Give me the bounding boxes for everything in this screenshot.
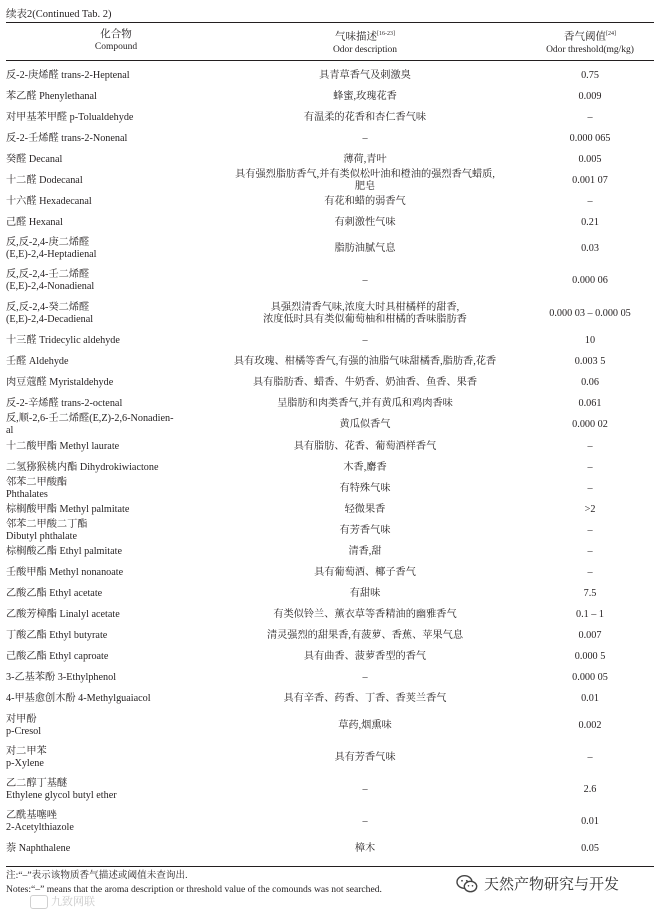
compound-cell xyxy=(6,651,234,663)
header-threshold-cn: 香气阈值 xyxy=(564,31,606,43)
table-row xyxy=(0,499,658,520)
table-row xyxy=(0,330,658,351)
compound-cell xyxy=(6,693,234,705)
compound-line: 乙酰基噻唑 xyxy=(6,810,57,821)
header-odor xyxy=(232,28,498,57)
compound-line: 肉豆蔻醛 Myristaldehyde xyxy=(6,376,114,388)
threshold-cell: – xyxy=(587,566,593,578)
odor-cell xyxy=(232,784,498,796)
bottom-rule xyxy=(6,866,654,867)
watermark-left-text: 九致网联 xyxy=(51,895,95,908)
compound-cell xyxy=(6,546,234,558)
table-row xyxy=(0,233,658,265)
odor-line: 轻微果香 xyxy=(344,503,386,515)
threshold-cell: 0.1 – 1 xyxy=(575,608,604,620)
compound-cell xyxy=(6,746,234,770)
table-row xyxy=(0,541,658,562)
compound-line: p-Xylene xyxy=(6,758,44,769)
odor-line: 浓度低时具有类似葡萄柚和柑橘的香味脂肪香 xyxy=(263,313,467,325)
odor-cell xyxy=(232,693,498,705)
compound-line: 十三醛 Tridecylic aldehyde xyxy=(6,334,120,346)
compound-line: (E,E)-2,4-Decadienal xyxy=(6,313,94,325)
compound-cell xyxy=(6,356,234,368)
table-row xyxy=(0,191,658,212)
odor-cell xyxy=(232,588,498,600)
threshold-cell: 0.000 03 – 0.000 05 xyxy=(549,307,631,319)
odor-line: 樟木 xyxy=(354,843,376,854)
odor-cell xyxy=(232,169,498,193)
odor-line: 有甜味 xyxy=(349,587,381,599)
compound-cell xyxy=(6,154,234,166)
odor-cell xyxy=(232,419,498,431)
header-compound xyxy=(6,28,226,54)
odor-line: 有花和蜡的弱香气 xyxy=(324,195,406,207)
odor-line: 有刺激性气味 xyxy=(334,216,396,228)
compound-line: 丁酸乙酯 Ethyl butyrate xyxy=(6,629,108,641)
compound-cell xyxy=(6,217,234,229)
threshold-cell: 0.000 06 xyxy=(572,275,608,286)
compound-line: 十二醛 Dodecanal xyxy=(6,174,83,186)
compound-cell xyxy=(6,133,234,145)
table-row xyxy=(0,457,658,478)
odor-cell xyxy=(232,546,498,558)
odor-cell xyxy=(232,112,498,124)
compound-line: 萘 Naphthalene xyxy=(6,843,71,854)
compound-line: p-Cresol xyxy=(6,726,42,737)
compound-cell xyxy=(6,91,234,103)
compound-cell xyxy=(6,302,234,326)
compound-line: 乙酸芳樟酯 Linalyl acetate xyxy=(6,608,120,620)
table-row xyxy=(0,212,658,233)
threshold-cell: 0.002 xyxy=(578,720,602,731)
compound-line: 反,反-2,4-壬二烯醛 xyxy=(6,269,90,280)
header-odor-cn: 气味描述 xyxy=(335,31,377,43)
compound-line: 反-2-庚烯醛 trans-2-Heptenal xyxy=(6,69,130,81)
table-row xyxy=(0,128,658,149)
threshold-cell: 10 xyxy=(584,334,596,346)
compound-cell xyxy=(6,377,234,389)
odor-cell xyxy=(232,504,498,516)
threshold-cell: – xyxy=(587,111,593,123)
odor-cell xyxy=(232,843,498,855)
odor-line: 具有辛香、药香、丁香、香荚兰香气 xyxy=(283,693,447,704)
compound-cell xyxy=(6,462,234,474)
odor-cell xyxy=(232,630,498,642)
table-row xyxy=(0,562,658,583)
odor-cell xyxy=(232,217,498,229)
odor-cell xyxy=(232,672,498,684)
odor-line: 有类似铃兰、薰衣草等香精油的幽雅香气 xyxy=(273,608,457,620)
watermark-left xyxy=(30,893,95,909)
table-row xyxy=(0,414,658,436)
compound-line: 己醛 Hexanal xyxy=(6,216,63,228)
odor-line: – xyxy=(362,334,368,346)
compound-cell xyxy=(6,714,234,738)
compound-cell xyxy=(6,335,234,347)
compound-line: (E,E)-2,4-Nonadienal xyxy=(6,281,95,292)
threshold-cell: – xyxy=(587,752,593,763)
compound-line: 乙二醇丁基醚 xyxy=(6,778,68,789)
odor-cell xyxy=(232,154,498,166)
odor-cell xyxy=(232,377,498,389)
compound-line: 反,反-2,4-庚二烯醛 xyxy=(6,237,90,248)
odor-line: 具强烈清香气味,浓度大时具柑橘样的甜香, xyxy=(270,301,460,313)
odor-line: 呈脂肪和肉类香气,并有黄瓜和鸡肉香味 xyxy=(277,397,453,409)
odor-cell xyxy=(232,196,498,208)
odor-line: 具有曲香、菠萝香型的香气 xyxy=(303,650,427,662)
table-row xyxy=(0,478,658,499)
compound-line: 二氢猕猴桃内酯 Dihydrokiwiactone xyxy=(6,461,159,473)
odor-cell xyxy=(232,70,498,82)
threshold-cell: 0.000 065 xyxy=(569,132,611,144)
odor-cell xyxy=(232,133,498,145)
threshold-cell: 0.75 xyxy=(581,69,599,81)
threshold-cell: >2 xyxy=(584,503,596,515)
odor-line: 具有玫瑰、柑橘等香气,有强的油脂气味甜橘香,脂肪香,花香 xyxy=(233,355,497,367)
odor-line: 清灵强烈的甜果香,有菠萝、香蕉、苹果气息 xyxy=(266,629,464,641)
compound-cell xyxy=(6,70,234,82)
table-row xyxy=(0,710,658,742)
threshold-cell: 0.000 05 xyxy=(572,671,608,683)
odor-cell xyxy=(232,398,498,410)
header-threshold-en: Odor threshold(mg/kg) xyxy=(546,44,634,55)
compound-cell xyxy=(6,672,234,684)
odor-line: 具有葡萄酒、椰子香气 xyxy=(314,566,416,578)
top-rule xyxy=(6,22,654,23)
odor-line: 具有芳香气味 xyxy=(334,752,396,763)
odor-line: 薄荷,青叶 xyxy=(343,153,387,165)
threshold-cell: 0.007 xyxy=(578,629,602,641)
compound-line: 反,顺-2,6-壬二烯醛(E,Z)-2,6-Nonadien- xyxy=(6,413,174,424)
compound-line: Ethylene glycol butyl ether xyxy=(6,790,117,801)
threshold-cell: 0.005 xyxy=(578,153,602,165)
threshold-cell: 0.000 02 xyxy=(572,419,608,430)
odor-line: 具有脂肪香、蜡香、牛奶香、奶油香、鱼香、果香 xyxy=(252,376,478,388)
odor-cell xyxy=(232,275,498,287)
header-odor-en: Odor description xyxy=(332,44,398,55)
odor-cell xyxy=(232,720,498,732)
table-row xyxy=(0,86,658,107)
odor-cell xyxy=(232,243,498,255)
table-row xyxy=(0,520,658,541)
watermark-right-text: 天然产物研究与开发 xyxy=(484,875,620,893)
compound-line: 邻苯二甲酸二丁酯 xyxy=(6,518,88,530)
odor-cell xyxy=(232,441,498,453)
threshold-cell: 7.5 xyxy=(583,587,597,599)
compound-cell xyxy=(6,398,234,410)
table-row xyxy=(0,625,658,646)
table-row xyxy=(0,806,658,838)
odor-cell xyxy=(232,567,498,579)
table-row xyxy=(0,838,658,860)
compound-cell xyxy=(6,588,234,600)
threshold-cell: 0.03 xyxy=(581,243,599,254)
odor-line: 脂肪油腻气息 xyxy=(334,243,396,254)
table-row xyxy=(0,393,658,414)
table-row xyxy=(0,297,658,330)
compound-cell xyxy=(6,519,234,543)
compound-line: 壬酸甲酯 Methyl nonanoate xyxy=(6,566,124,578)
table-row xyxy=(0,604,658,625)
threshold-cell: 2.6 xyxy=(583,784,597,795)
compound-line: 癸醛 Decanal xyxy=(6,153,63,165)
compound-line: 对二甲苯 xyxy=(6,746,47,757)
compound-line: Dibutyl phthalate xyxy=(6,530,78,542)
compound-line: 2-Acetylthiazole xyxy=(6,822,74,833)
threshold-cell: 0.05 xyxy=(581,843,599,854)
compound-cell xyxy=(6,196,234,208)
compound-cell xyxy=(6,630,234,642)
table-row xyxy=(0,372,658,393)
compound-line: 十六醛 Hexadecanal xyxy=(6,195,92,207)
odor-line: 草药,烟熏味 xyxy=(338,720,392,731)
table-caption: 续表2(Continued Tab. 2) xyxy=(6,9,112,20)
note-cn: 注:“–”表示该物质香气描述或阈值未查询出. xyxy=(6,870,188,881)
odor-cell xyxy=(232,335,498,347)
watermark-right xyxy=(456,873,619,894)
compound-cell xyxy=(6,477,234,501)
table-row xyxy=(0,265,658,297)
compound-cell xyxy=(6,237,234,261)
compound-line: (E,E)-2,4-Heptadienal xyxy=(6,249,97,260)
table-row xyxy=(0,583,658,604)
odor-cell xyxy=(232,462,498,474)
compound-line: 邻苯二甲酸酯 xyxy=(6,476,68,488)
header-compound-cn: 化合物 xyxy=(100,29,132,40)
compound-line: 对甲基苯甲醛 p-Tolualdehyde xyxy=(6,111,134,123)
table-row xyxy=(0,646,658,667)
threshold-cell: 0.21 xyxy=(581,216,599,228)
threshold-cell: – xyxy=(587,461,593,473)
header-threshold xyxy=(520,28,658,57)
header-rule xyxy=(6,60,654,61)
compound-line: 反-2-壬烯醛 trans-2-Nonenal xyxy=(6,132,128,144)
compound-line: 对甲酚 xyxy=(6,714,37,725)
odor-line: – xyxy=(362,816,368,827)
compound-line: 壬醛 Aldehyde xyxy=(6,355,69,367)
odor-line: 具有脂肪、花香、葡萄酒样香气 xyxy=(293,440,437,452)
table-row xyxy=(0,688,658,710)
odor-cell xyxy=(232,651,498,663)
compound-line: 4-甲基愈创木酚 4-Methylguaiacol xyxy=(6,693,151,704)
compound-line: 3-乙基苯酚 3-Ethylphenol xyxy=(6,671,117,683)
odor-line: 黄瓜似香气 xyxy=(339,419,391,430)
threshold-cell: – xyxy=(587,524,593,536)
header-compound-en: Compound xyxy=(94,42,138,52)
odor-line: 清香,甜 xyxy=(348,545,382,557)
wechat-icon xyxy=(456,874,478,894)
compound-cell xyxy=(6,609,234,621)
threshold-cell: 0.01 xyxy=(581,693,599,704)
compound-line: 苯乙醛 Phenylethanal xyxy=(6,90,97,102)
threshold-cell: 0.01 xyxy=(581,816,599,827)
threshold-cell: 0.003 5 xyxy=(574,355,606,367)
odor-line: 木香,麝香 xyxy=(343,461,387,473)
compound-line: 十二酸甲酯 Methyl laurate xyxy=(6,440,120,452)
header-threshold-ref: [24] xyxy=(606,31,616,37)
table-row xyxy=(0,667,658,688)
compound-cell xyxy=(6,810,234,834)
odor-line: 具青草香气及刺激臭 xyxy=(319,69,411,81)
header-odor-ref: [16-23] xyxy=(377,31,395,37)
threshold-cell: 0.061 xyxy=(578,397,602,409)
compound-line: 己酸乙酯 Ethyl caproate xyxy=(6,650,109,662)
compound-cell xyxy=(6,567,234,579)
table-row xyxy=(0,107,658,128)
threshold-cell: – xyxy=(587,440,593,452)
odor-cell xyxy=(232,483,498,495)
odor-line: 有温柔的花香和杏仁香气味 xyxy=(303,111,427,123)
table-row xyxy=(0,149,658,170)
odor-cell xyxy=(232,752,498,764)
odor-cell xyxy=(232,609,498,621)
compound-line: 棕榈酸乙酯 Ethyl palmitate xyxy=(6,545,123,557)
compound-line: al xyxy=(6,425,14,436)
odor-cell xyxy=(232,525,498,537)
threshold-cell: – xyxy=(587,482,593,494)
threshold-cell: 0.001 07 xyxy=(572,174,608,186)
table-row xyxy=(0,774,658,806)
compound-line: 反,反-2,4-癸二烯醛 xyxy=(6,301,90,313)
table-row xyxy=(0,170,658,191)
table-row xyxy=(0,742,658,774)
threshold-cell: – xyxy=(587,545,593,557)
odor-line: – xyxy=(362,784,368,795)
threshold-cell: 0.06 xyxy=(581,376,599,388)
odor-line: 有特殊气味 xyxy=(339,482,391,494)
compound-line: Phthalates xyxy=(6,488,48,500)
compound-line: 乙酸乙酯 Ethyl acetate xyxy=(6,587,103,599)
table-row xyxy=(0,351,658,372)
compound-cell xyxy=(6,778,234,802)
threshold-cell: 0.009 xyxy=(578,90,602,102)
threshold-cell: – xyxy=(587,195,593,207)
odor-cell xyxy=(232,302,498,326)
compound-line: 棕榈酸甲酯 Methyl palmitate xyxy=(6,503,130,515)
odor-cell xyxy=(232,91,498,103)
table-row xyxy=(0,436,658,457)
odor-cell xyxy=(232,356,498,368)
threshold-cell: 0.000 5 xyxy=(574,650,606,662)
compound-line: 反-2-辛烯醛 trans-2-octenal xyxy=(6,397,123,409)
odor-line: 有芳香气味 xyxy=(339,524,391,536)
odor-line: 蜂蜜,玫瑰花香 xyxy=(333,90,397,102)
watermark-logo-icon xyxy=(30,895,48,909)
note-en: Notes:“–” means that the aroma description or threshold value of the comounds was not searched. xyxy=(6,884,382,895)
odor-line: 具有强烈脂肪香气,并有类似松叶油和橙油的强烈香气蜡质,肥皂 xyxy=(235,168,495,192)
compound-cell xyxy=(6,441,234,453)
compound-cell xyxy=(6,269,234,293)
compound-cell xyxy=(6,112,234,124)
table-row xyxy=(0,65,658,86)
compound-cell xyxy=(6,175,234,187)
compound-cell xyxy=(6,504,234,516)
compound-cell xyxy=(6,843,234,855)
odor-line: – xyxy=(362,671,368,683)
compound-cell xyxy=(6,413,234,437)
odor-cell xyxy=(232,816,498,828)
odor-line: – xyxy=(362,275,368,286)
odor-line: – xyxy=(362,132,368,144)
